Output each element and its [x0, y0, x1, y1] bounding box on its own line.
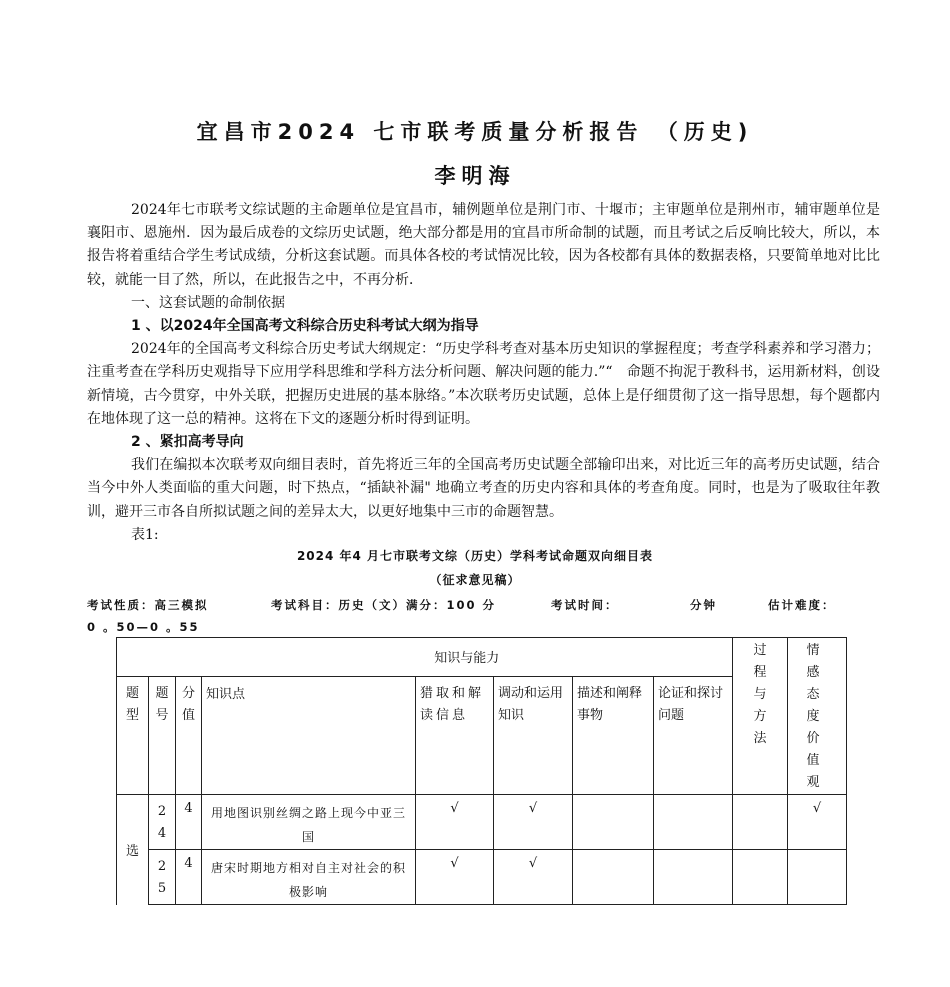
header-num: 题号 — [149, 676, 176, 794]
exam-nature: 考试性质：高三模拟 — [87, 598, 209, 612]
detail-table — [116, 637, 847, 905]
exam-time: 考试时间： — [551, 598, 619, 612]
author-name: 李明海 — [434, 164, 516, 188]
row-c2: √ — [494, 795, 573, 850]
section-heading: 一、这套试题的命制依据 — [131, 294, 285, 311]
type-cell: 选 — [117, 795, 149, 905]
paragraph-intro: 2024年七市联考文综试题的主命题单位是宜昌市，辅例题单位是荆门市、十堰市；主审题单位是荆州市，辅审题单位是襄阳市、恩施州．因为最后成卷的文综历史试题，绝大部分都是用的宜昌市所命制的试题，而且考试之后反响比较大，所以，本报告将着重结合学生考试成绩，分析这套试题。而具体各校的考试情况比较，因为各校都有具体的数据表格，只要简单地对比比较，就能一目了然，所以，在此报告之中，不再分析． — [87, 202, 880, 288]
row-score: 4 — [176, 795, 202, 850]
header-knowledge-ability: 知识与能力 — [202, 638, 733, 677]
header-c1: 猎取和解读信息 — [416, 676, 494, 794]
header-emotion: 情感态度价值观 — [788, 638, 847, 795]
subheading-1: 1 、以2024年全国高考文科综合历史科考试大纲为指导 — [131, 318, 479, 335]
row-score: 4 — [176, 850, 202, 905]
row-num: 24 — [149, 795, 176, 850]
row-c1: √ — [416, 850, 494, 905]
exam-subject: 考试科目：历史（文）满分：100 分 — [271, 598, 497, 612]
header-type: 题型 — [117, 676, 149, 794]
exam-info — [87, 594, 887, 638]
row-c3 — [573, 850, 654, 905]
row-c1: √ — [416, 795, 494, 850]
subheading-2: 2 、紧扣高考导向 — [131, 434, 244, 451]
paragraph-outline: 2024年的全国高考文科综合历史考试大纲规定：“历史学科考查对基本历史知识的掌握程度；考查学科素养和学习潜力；注重考查在学科历史观指导下应用学科思维和学科方法分析问题、解决问题的能力.”“ 命题不拘泥于教科书，运用新材料，创设新情境，古今贯穿，中外关联，把握历史进展的基本脉络。”本次联考历史试题，总体上是仔细贯彻了这一指导思想，每个题都内在地体现了这一总的精神。这将在下文的逐题分析时得到证明。 — [87, 341, 880, 427]
row-c3 — [573, 795, 654, 850]
row-num: 25 — [149, 850, 176, 905]
header-score: 分值 — [176, 676, 202, 794]
exam-minutes: 分钟 — [690, 598, 717, 612]
row-process — [733, 850, 788, 905]
table-label: 表1: — [131, 526, 159, 543]
row-process — [733, 795, 788, 850]
row-point: 用地图识别丝绸之路上现今中亚三国 — [202, 795, 416, 850]
paragraph-guidance: 我们在编拟本次联考双向细目表时，首先将近三年的全国高考历史试题全部输印出来，对比近三年的高考历史试题，结合当今中外人类面临的重大问题，时下热点，“插缺补漏" 地确立考查的历史内容和具体的考查角度。同时，也是为了吸取往年教训，避开三市各自所拟试题之间的差异太大，以更好地集中三市的命题智慧。 — [87, 457, 880, 520]
header-process: 过程与方法 — [733, 638, 788, 795]
table-row — [117, 850, 847, 905]
page-title: 宜昌市2024 七市联考质量分析报告 （历史) — [196, 120, 754, 144]
header-point: 知识点 — [202, 676, 416, 794]
table-row — [117, 795, 847, 850]
row-emotion: √ — [788, 795, 847, 850]
header-c4: 论证和探讨问题 — [654, 676, 733, 794]
report-body — [87, 199, 880, 547]
table-subtitle: （征求意见稿） — [429, 573, 521, 587]
exam-difficulty: 估计难度： — [768, 598, 836, 612]
row-c4 — [654, 850, 733, 905]
header-c3: 描述和阐释事物 — [573, 676, 654, 794]
row-point: 唐宋时期地方相对自主对社会的积极影响 — [202, 850, 416, 905]
row-c4 — [654, 795, 733, 850]
row-emotion — [788, 850, 847, 905]
header-c2: 调动和运用知识 — [494, 676, 573, 794]
row-c2: √ — [494, 850, 573, 905]
table-title: 2024 年4 月七市联考文综（历史）学科考试命题双向细目表 — [296, 549, 654, 563]
exam-difficulty-value: 0 。50—0 。55 — [87, 620, 200, 634]
